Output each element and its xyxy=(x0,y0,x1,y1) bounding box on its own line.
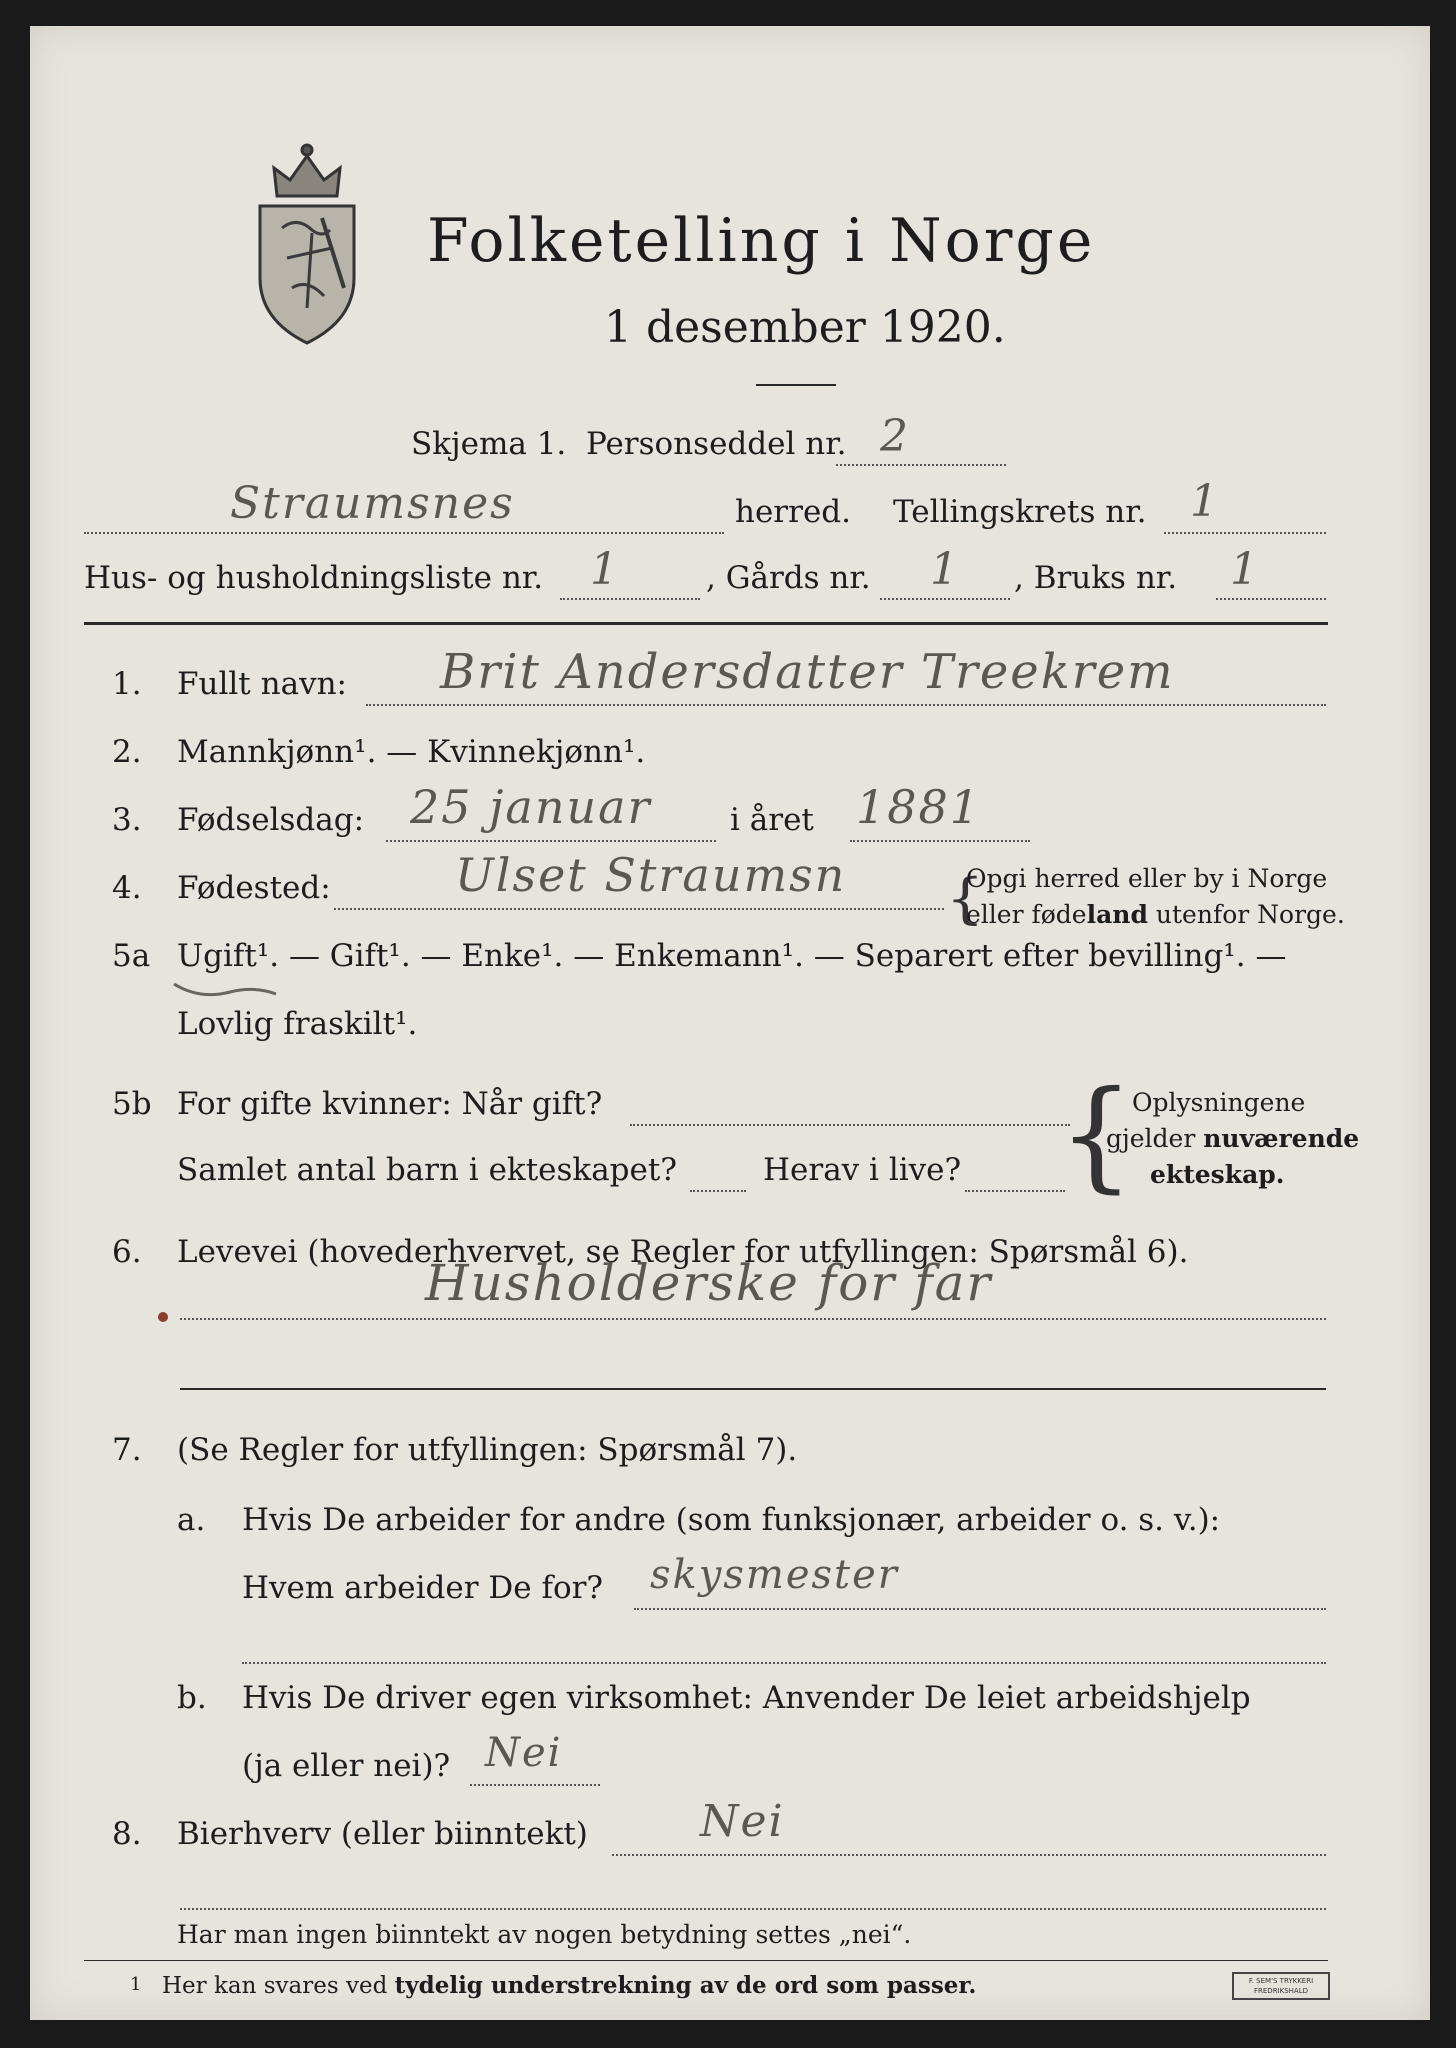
q7a-employer-label: Hvem arbeider De for? xyxy=(242,1570,604,1606)
q1-field-line xyxy=(366,704,1326,706)
q5a-number: 5a xyxy=(112,938,151,974)
q6-second-line xyxy=(180,1388,1326,1390)
ugift-underline-mark xyxy=(170,978,280,1002)
gards-value: 1 xyxy=(930,544,960,595)
q5b-number: 5b xyxy=(112,1086,152,1122)
q5b-note-line2: gjelder nuværende xyxy=(1106,1124,1360,1153)
q5b-children-field-line xyxy=(690,1190,746,1192)
footnote-text: Her kan svares ved tydelig understrekning av de ord som passer. xyxy=(162,1972,977,1999)
q7a-employer-field-line xyxy=(634,1608,1326,1610)
q5b-note-line3: ekteskap. xyxy=(1150,1160,1285,1189)
q7b-field-line xyxy=(470,1784,600,1786)
q7a-second-field-line xyxy=(242,1662,1326,1664)
skjema-label: Skjema 1. xyxy=(411,426,567,462)
q5b-when-married-field-line xyxy=(630,1124,1070,1126)
census-form-page xyxy=(30,26,1430,2020)
q8-side-income-value: Nei xyxy=(700,1796,785,1847)
q3-date-field-line xyxy=(386,840,716,842)
gards-field-line xyxy=(880,598,1010,600)
q4-note-line1: Opgi herred eller by i Norge xyxy=(966,864,1328,893)
q8-second-field-line xyxy=(180,1908,1326,1910)
footnote-divider xyxy=(84,1960,1328,1961)
header-divider xyxy=(84,622,1328,625)
q1-full-name: Brit Andersdatter Treekrem xyxy=(440,644,1175,700)
q1-number: 1. xyxy=(112,666,142,702)
q7a-letter: a. xyxy=(177,1502,206,1538)
q5b-children-label: Samlet antal barn i ekteskapet? xyxy=(177,1152,677,1188)
q6-number: 6. xyxy=(112,1234,142,1270)
bruks-label: , Bruks nr. xyxy=(1014,560,1178,596)
q3-label: Fødselsdag: xyxy=(177,802,365,838)
q3-birth-date: 25 januar xyxy=(410,780,652,834)
q5a-marital-options-line2: Lovlig fraskilt¹. xyxy=(177,1006,418,1042)
q3-number: 3. xyxy=(112,802,142,838)
personseddel-value: 2 xyxy=(880,411,910,462)
q5b-brace: { xyxy=(1058,1066,1135,1205)
q3-birth-year: 1881 xyxy=(856,780,982,834)
q5a-marital-options: Ugift¹. — Gift¹. — Enke¹. — Enkemann¹. — Separert efter bevilling¹. — xyxy=(177,938,1287,974)
q5b-alive-field-line xyxy=(965,1190,1065,1192)
q2-number: 2. xyxy=(112,734,142,770)
bruks-value: 1 xyxy=(1230,544,1260,595)
q6-occupation: Husholderske for far xyxy=(425,1254,993,1312)
hus-label: Hus- og husholdningsliste nr. xyxy=(84,560,544,596)
q4-note-line2: eller fødeland utenfor Norge. xyxy=(966,900,1345,929)
q5b-note-line1: Oplysningene xyxy=(1132,1088,1306,1117)
q4-birthplace: Ulset Straumsn xyxy=(455,848,847,902)
gards-label: , Gårds nr. xyxy=(706,560,871,596)
tellingskrets-value: 1 xyxy=(1190,476,1220,527)
bruks-field-line xyxy=(1216,598,1326,600)
tellingskrets-label: Tellingskrets nr. xyxy=(893,494,1147,530)
q4-brace: { xyxy=(946,867,985,931)
q5b-when-married-label: For gifte kvinner: Når gift? xyxy=(177,1086,603,1122)
q3-year-label: i året xyxy=(730,802,814,838)
hus-value: 1 xyxy=(590,544,620,595)
census-date: 1 desember 1920. xyxy=(604,302,1006,353)
q7a-employer-value: skysmester xyxy=(650,1552,899,1598)
coat-of-arms-emblem xyxy=(252,138,362,348)
q6-label: Levevei (hovederhvervet, se Regler for utfyllingen: Spørsmål 6). xyxy=(177,1234,1189,1270)
form-title: Folketelling i Norge xyxy=(427,206,1096,276)
herred-label: herred. xyxy=(735,494,851,530)
q3-year-field-line xyxy=(850,840,1030,842)
q2-gender-options: Mannkjønn¹. — Kvinnekjønn¹. xyxy=(177,734,646,770)
q1-label: Fullt navn: xyxy=(177,666,347,702)
hus-field-line xyxy=(560,598,700,600)
personseddel-label: Personseddel nr. xyxy=(586,426,847,462)
q6-field-line xyxy=(180,1318,1326,1320)
q4-number: 4. xyxy=(112,870,142,906)
footnote-number: 1 xyxy=(130,1974,142,1995)
q7a-question: Hvis De arbeider for andre (som funksjonær, arbeider o. s. v.): xyxy=(242,1502,1221,1538)
q8-label: Bierhverv (eller biinntekt) xyxy=(177,1816,588,1852)
herred-value: Straumsnes xyxy=(230,478,515,529)
q4-label: Fødested: xyxy=(177,870,331,906)
q7b-hired-help-label: (ja eller nei)? xyxy=(242,1748,451,1784)
title-divider xyxy=(756,384,836,386)
tellingskrets-field-line xyxy=(1164,532,1326,534)
q7-number: 7. xyxy=(112,1432,142,1468)
q6-dot-mark xyxy=(158,1312,168,1322)
herred-field-line xyxy=(84,532,724,534)
q5b-alive-label: Herav i live? xyxy=(763,1152,962,1188)
personseddel-field-line xyxy=(836,464,1006,466)
side-income-note: Har man ingen biinntekt av nogen betydning settes „nei“. xyxy=(177,1920,912,1949)
q4-field-line xyxy=(334,908,944,910)
q7b-question: Hvis De driver egen virksomhet: Anvender De leiet arbeidshjelp xyxy=(242,1680,1251,1716)
q7b-hired-help-value: Nei xyxy=(485,1730,563,1776)
q8-number: 8. xyxy=(112,1816,142,1852)
q8-field-line xyxy=(612,1854,1326,1856)
q7-label: (Se Regler for utfyllingen: Spørsmål 7). xyxy=(177,1432,798,1468)
q7b-letter: b. xyxy=(177,1680,207,1716)
printer-stamp: F. SEM'S TRYKKERI FREDRIKSHALD xyxy=(1232,1972,1330,2000)
